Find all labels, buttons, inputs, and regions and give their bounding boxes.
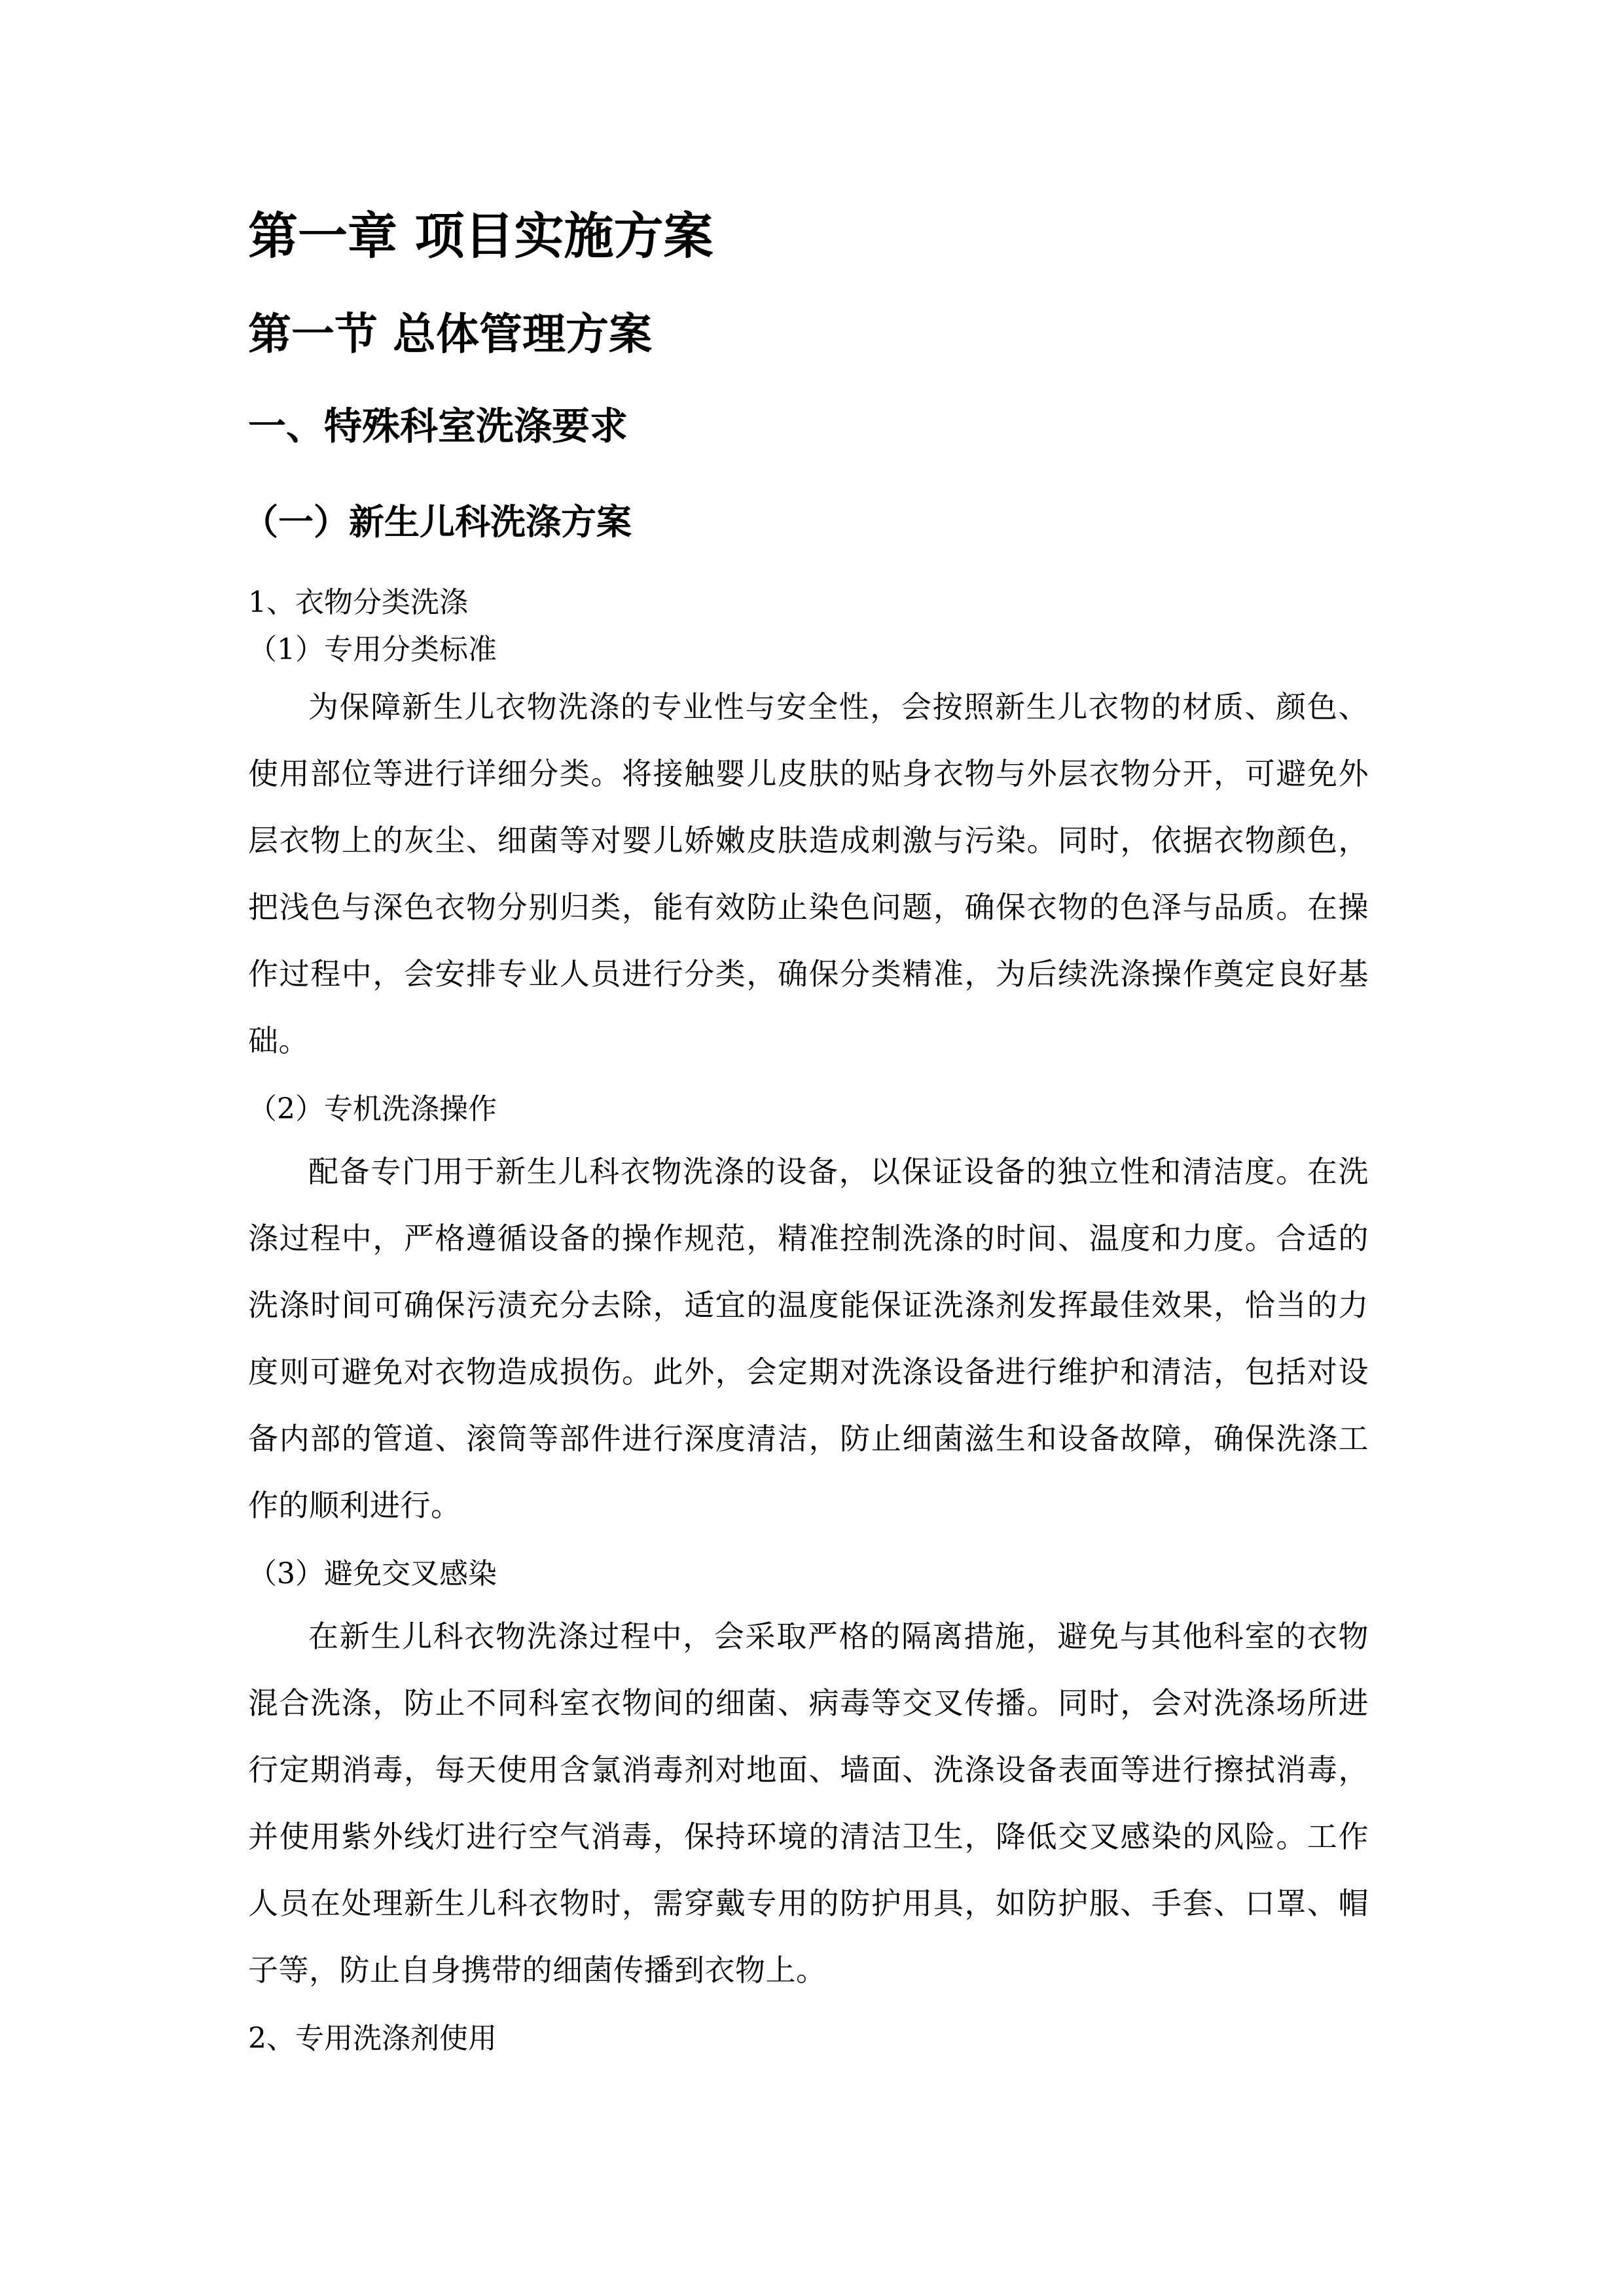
paragraph-3: 在新生儿科衣物洗涤过程中，会采取严格的隔离措施，避免与其他科室的衣物混合洗涤，防止不同科室衣物间的细菌、病毒等交叉传播。同时，会对洗涤场所进行定期消毒，每天使用含氯消毒剂对地面、墙面、洗涤设备表面等进行擦拭消毒，并使用紫外线灯进行空气消毒，保持环境的清洁卫生，降低交叉感染的风险。工作人员在处理新生儿科衣物时，需穿戴专用的防护用具，如防护服、手套、口罩、帽子等，防止自身携带的细菌传播到衣物上。 — [248, 1619, 1369, 1988]
section-title: 第一节 总体管理方案 — [248, 309, 652, 359]
chapter-title: 第一章 项目实施方案 — [248, 207, 713, 265]
subheading-3: （3）避免交叉感染 — [248, 1557, 497, 1590]
numbered-item-1: 1、衣物分类洗涤 — [248, 586, 468, 619]
paragraph-1: 为保障新生儿衣物洗涤的专业性与安全性，会按照新生儿衣物的材质、颜色、使用部位等进行详细分类。将接触婴儿皮肤的贴身衣物与外层衣物分开，可避免外层衣物上的灰尘、细菌等对婴儿娇嫩皮肤造成刺激与污染。同时，依据衣物颜色，把浅色与深色衣物分别归类，能有效防止染色问题，确保衣物的色泽与品质。在操作过程中，会安排专业人员进行分类，确保分类精准，为后续洗涤操作奠定良好基础。 — [248, 689, 1369, 1058]
heading-level-2: （一）新生儿科洗涤方案 — [243, 501, 632, 543]
heading-level-1: 一、特殊科室洗涤要求 — [248, 404, 628, 448]
numbered-item-2: 2、专用洗涤剂使用 — [248, 2022, 497, 2055]
subheading-2: （2）专机洗涤操作 — [248, 1092, 497, 1126]
paragraph-2: 配备专门用于新生儿科衣物洗涤的设备，以保证设备的独立性和清洁度。在洗涤过程中，严格遵循设备的操作规范，精准控制洗涤的时间、温度和力度。合适的洗涤时间可确保污渍充分去除，适宜的温度能保证洗涤剂发挥最佳效果，恰当的力度则可避免对衣物造成损伤。此外，会定期对洗涤设备进行维护和清洁，包括对设备内部的管道、滚筒等部件进行深度清洁，防止细菌滋生和设备故障，确保洗涤工作的顺利进行。 — [248, 1154, 1369, 1523]
document-body — [243, 206, 1369, 2062]
subheading-1: （1）专用分类标准 — [248, 633, 497, 666]
